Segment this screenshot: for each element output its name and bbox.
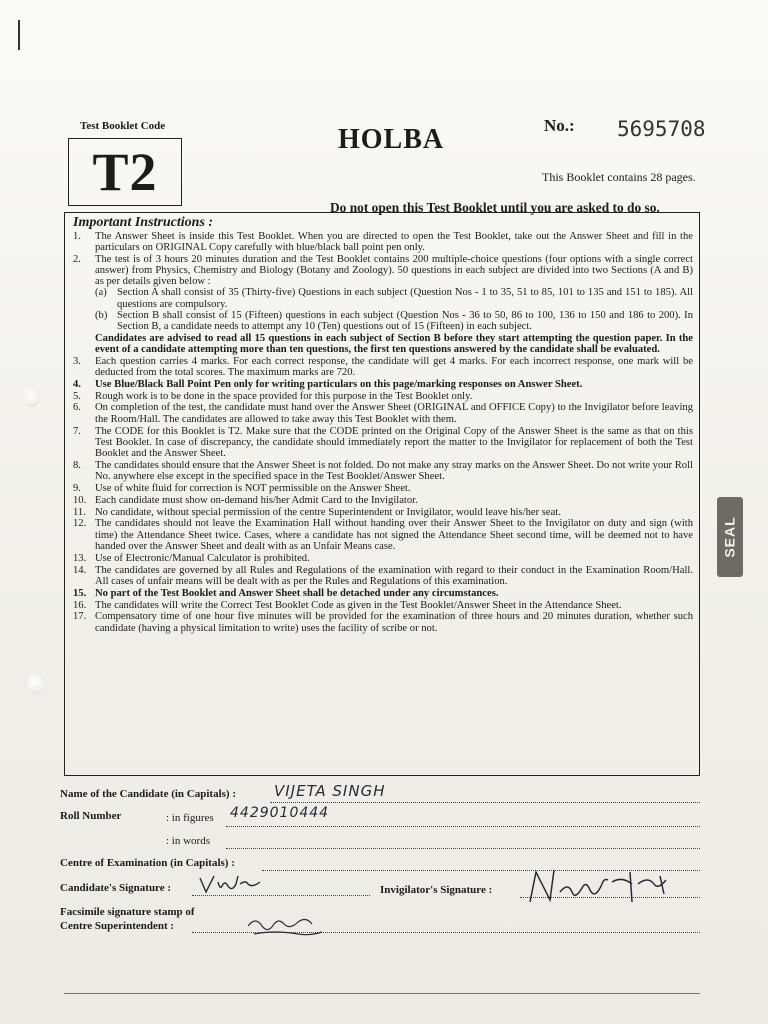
roll-figures-label: : in figures: [166, 812, 214, 824]
item-text: The candidates will write the Correct Test Booklet Code as given in the Test Booklet/Answer Sheet in the Attendance Sheet.: [95, 599, 622, 611]
roll-words-line[interactable]: [226, 848, 700, 849]
instruction-item: [73, 402, 693, 425]
item-text: Section A shall consist of 35 (Thirty-five) Questions in each subject (Question Nos - 1 to 35, 51 to 85, 101 to 135 and 151 to 185). All questions are compulsory.: [117, 287, 693, 310]
candidate-signature-label: Candidate's Signature :: [60, 882, 172, 894]
candidate-name-value: VIJETA SINGH: [274, 782, 386, 800]
roll-number-label: Roll Number: [60, 810, 122, 822]
margin-mark: [18, 20, 20, 50]
item-text: Rough work is to be done in the space provided for this purpose in the Test Booklet only.: [95, 390, 473, 402]
booklet-number-label: No.:: [544, 116, 575, 135]
booklet-code: T2: [92, 142, 158, 202]
warning-text: Do not open this Test Booklet until you are asked to do so.: [330, 200, 660, 215]
seal-tab: [717, 497, 743, 577]
page-title: HOLBA: [338, 124, 445, 155]
item-number: 2.: [73, 253, 81, 265]
instruction-subitem: [73, 310, 693, 333]
item-text: Each candidate must show on-demand his/her Admit Card to the Invigilator.: [95, 494, 418, 506]
item-number: 3.: [73, 355, 81, 367]
item-text: No part of the Test Booklet and Answer Sheet shall be detached under any circumstances.: [95, 587, 499, 599]
item-text: Each question carries 4 marks. For each correct response, the candidate will get 4 marks. For each incorrect response, one mark will be deducted from the total scores. The maximum marks are 720.: [95, 355, 693, 379]
instruction-item: [73, 553, 693, 564]
item-text: Use of Electronic/Manual Calculator is prohibited.: [95, 552, 310, 564]
instruction-item: [73, 611, 693, 634]
invigilator-signature-label: Invigilator's Signature :: [380, 884, 493, 896]
item-text: Use Blue/Black Ball Point Pen only for writing particulars on this page/marking responses on Answer Sheet.: [95, 378, 583, 390]
instruction-item: [73, 460, 693, 483]
instruction-item: [73, 426, 693, 460]
instruction-item: [73, 518, 693, 552]
item-text: The candidates are governed by all Rules and Regulations of the examination with regard to their conduct in the Examination Room/Hall. All cases of unfair means will be dealt with as per the Rules and Regulations of this examination.: [95, 564, 693, 587]
item-number: 12.: [73, 518, 87, 530]
item-text: No candidate, without special permission of the centre Superintendent or Invigilator, would leave his/her seat.: [95, 506, 561, 518]
candidate-signature-icon: [196, 872, 266, 896]
roll-figures-line[interactable]: [226, 826, 700, 827]
item-number: 16.: [73, 599, 87, 611]
centre-label: Centre of Examination (in Capitals) :: [60, 857, 235, 869]
item-number: 9.: [73, 483, 81, 495]
instruction-item: [73, 254, 693, 288]
page-count-note: This Booklet contains 28 pages.: [542, 170, 696, 184]
item-text: On completion of the test, the candidate must hand over the Answer Sheet (ORIGINAL and OFFICE Copy) to the Invigilator before leaving the Room/Hall. The candidates are allowed to take away this Test Booklet with them.: [95, 402, 693, 425]
item-number: 17.: [73, 611, 87, 623]
punch-hole: [24, 385, 40, 407]
item-number: 8.: [73, 459, 81, 471]
item-text: Section B shall consist of 15 (Fifteen) questions in each subject (Question Nos - 36 to 50, 86 to 100, 136 to 150 and 186 to 200). In Section B, a candidate needs to attempt any 10 (Ten) questions out of 15 (Fifteen) in each subject.: [117, 310, 693, 333]
superintendent-stamp-icon: [244, 910, 334, 940]
stamp-label-line2: Centre Superintendent :: [60, 920, 175, 932]
instruction-subitem: [73, 287, 693, 310]
item-text: The CODE for this Booklet is T2. Make sure that the CODE printed on the Original Copy of the Answer Sheet is the same as that on this Test Booklet. In case of discrepancy, the candidate should immediately report the matter to the Invigilator for replacement of both the Test Booklet and the Answer Sheet.: [95, 425, 693, 460]
instruction-item: [73, 379, 693, 390]
item-number: 1.: [73, 230, 81, 242]
roll-words-label: : in words: [166, 835, 210, 847]
candidate-name-label: Name of the Candidate (in Capitals) :: [60, 788, 236, 800]
item-number: 14.: [73, 564, 87, 576]
instruction-item: [73, 495, 693, 506]
roll-figures-value: 4429010444: [230, 805, 330, 821]
item-number: 7.: [73, 425, 81, 437]
stamp-label-line1: Facsimile signature stamp of: [60, 906, 195, 918]
seal-label: SEAL: [722, 516, 738, 558]
instruction-item: [73, 231, 693, 254]
punch-hole: [28, 672, 44, 694]
instructions-heading: Important Instructions :: [73, 215, 214, 230]
booklet-number: 5695708: [617, 117, 706, 141]
item-number: (b): [95, 310, 108, 322]
instruction-item: [73, 600, 693, 611]
instructions-box: [64, 212, 700, 776]
instruction-item: [73, 588, 693, 599]
item-number: (a): [95, 287, 107, 299]
item-number: 4.: [73, 378, 81, 390]
item-text: The candidates should ensure that the Answer Sheet is not folded. Do not make any stray marks on the Answer Sheet. Do not write your Roll No. anywhere else except in the specified space in the Test Booklet/Answer Sheet.: [95, 459, 693, 483]
item-number: 13.: [73, 552, 87, 564]
item-text: The Answer Sheet is inside this Test Booklet. When you are directed to open the Test Booklet, take out the Answer Sheet and fill in the particulars on ORIGINAL Copy carefully with blue/black ball point pen only.: [95, 230, 693, 253]
invigilator-signature-icon: [520, 862, 690, 910]
item-text: Use of white fluid for correction is NOT permissible on the Answer Sheet.: [95, 483, 411, 495]
item-text: Compensatory time of one hour five minutes will be provided for the examination of three hours and 20 minutes duration, whether such candidate (having a physical limitation to write) uses the facility of scribe or not.: [95, 611, 693, 634]
instruction-item: [73, 507, 693, 518]
item-number: 15.: [73, 587, 87, 599]
booklet-code-box: [68, 138, 182, 206]
instruction-item: [73, 483, 693, 494]
bottom-divider: [64, 993, 700, 994]
instruction-item: [73, 356, 693, 379]
item-text: The test is of 3 hours 20 minutes duration and the Test Booklet contains 200 multiple-choice questions (four options with a single correct answer) from Physics, Chemistry and Biology (Botany and Zoology). 50 questions in each subject are divided into two Sections (A and B) as per details given below :: [95, 253, 693, 288]
item-number: 6.: [73, 402, 81, 414]
candidate-name-line[interactable]: [270, 802, 700, 803]
instruction-item: [73, 565, 693, 588]
section-b-note: Candidates are advised to read all 15 questions in each subject of Section B before they start attempting the question paper. In the event of a candidate attempting more than ten questions, the first ten questions answered by the candidate shall be evaluated.: [95, 332, 693, 355]
item-number: 11.: [73, 506, 86, 518]
item-number: 10.: [73, 494, 87, 506]
booklet-code-label: Test Booklet Code: [80, 120, 166, 132]
item-text: The candidates should not leave the Examination Hall without handing over their Answer Sheet to the Invigilator on duty and sign (with time) the Attendance Sheet twice. Cases, where a candidate has not signed the Attendance Sheet second time, will be deemed not to have handed over the Answer Sheet and dealt with as an Unfair Means case.: [95, 518, 693, 553]
item-number: 5.: [73, 390, 81, 402]
instruction-item: [73, 391, 693, 402]
